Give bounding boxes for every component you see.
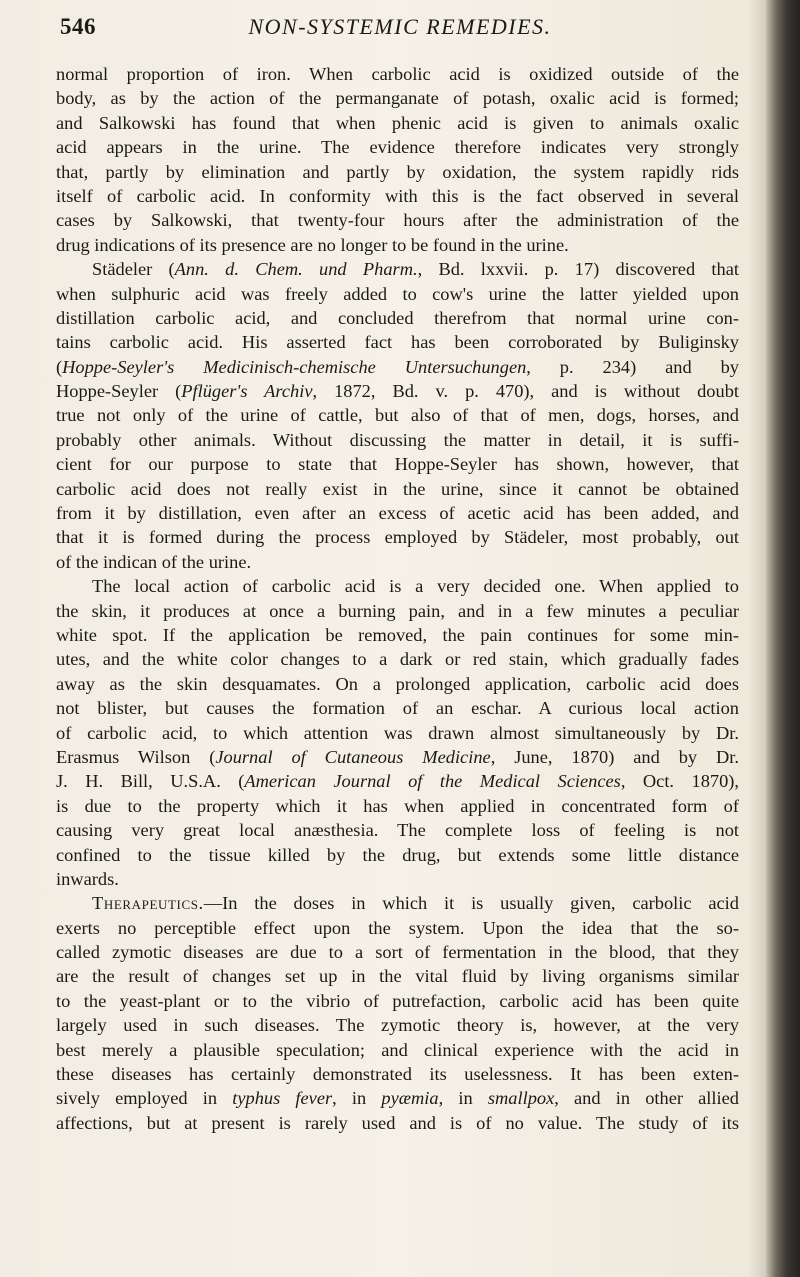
text-segment: , in — [438, 1088, 488, 1109]
italic-segment: smallpox — [487, 1088, 555, 1109]
text-line — [56, 745, 739, 769]
text-line: to the yeast-plant or to the vibrio of putrefaction, carbolic acid has been quite — [56, 990, 739, 1011]
text-line: from it by distillation, even after an excess of acetic acid has been added, and — [56, 503, 739, 524]
text-line: largely used in such diseases. The zymotic theory is, however, at the very — [56, 1015, 739, 1036]
text-segment: Hoppe-Seyler ( — [56, 381, 182, 402]
italic-segment: American Journal of the Medical Sciences — [244, 771, 621, 792]
text-line: called zymotic diseases are due to a sort of fermentation in the blood, that they — [56, 942, 739, 963]
italic-segment: typhus fever — [232, 1088, 333, 1109]
text-segment: , in — [332, 1088, 382, 1109]
text-line: exerts no perceptible effect upon the system. Upon the idea that the so- — [56, 917, 739, 938]
text-segment: , and in other allied — [554, 1088, 739, 1109]
text-line: affections, but at present is rarely used and is of no value. The study of its — [56, 1112, 739, 1133]
text-line: true not only of the urine of cattle, but also of that of men, dogs, horses, and — [56, 405, 739, 426]
italic-segment: Ann. d. Chem. und Pharm. — [174, 259, 418, 280]
text-line — [56, 891, 739, 915]
text-line: white spot. If the application be removed, the pain continues for some min- — [56, 624, 739, 645]
page-number: 546 — [60, 14, 96, 39]
text-line: The local action of carbolic acid is a very decided one. When applied to — [92, 576, 739, 597]
text-line: and Salkowski has found that when phenic acid is given to animals oxalic — [56, 112, 739, 133]
text-line: inwards. — [56, 868, 119, 889]
italic-segment: Hoppe-Seyler's Medicinisch-chemische Untersuchungen — [62, 356, 527, 377]
text-line: away as the skin desquamates. On a prolonged application, carbolic acid does — [56, 673, 739, 694]
running-head: NON-SYSTEMIC REMEDIES. — [248, 14, 552, 39]
text-line — [56, 257, 739, 281]
italic-segment: Pflüger's Archiv — [181, 381, 313, 402]
italic-segment: pyæmia — [381, 1088, 439, 1109]
body-text — [56, 62, 739, 1135]
text-line: body, as by the action of the permanganate of potash, oxalic acid is formed; — [56, 88, 739, 109]
text-line: these diseases has certainly demonstrated its uselessness. It has been exten- — [56, 1064, 739, 1085]
text-line: that it is formed during the process employed by Städeler, most probably, out — [56, 527, 739, 548]
text-segment: J. H. Bill, U.S.A. ( — [56, 771, 245, 792]
text-line: tains carbolic acid. His asserted fact has been corroborated by Buliginsky — [56, 332, 739, 353]
text-segment: Städeler ( — [92, 259, 175, 280]
text-line — [56, 769, 739, 793]
text-line: drug indications of its presence are no longer to be found in the urine. — [56, 234, 569, 255]
text-line: cases by Salkowski, that twenty-four hours after the administration of the — [56, 210, 739, 231]
italic-segment: Journal of Cutaneous Medicine — [215, 746, 491, 767]
binding-shadow — [748, 0, 766, 1277]
text-line — [56, 1086, 739, 1110]
text-line: normal proportion of iron. When carbolic acid is oxidized outside of the — [56, 64, 739, 84]
text-segment: , 1872, Bd. v. p. 470), and is without doubt — [312, 381, 739, 402]
text-line: that, partly by elimination and partly by oxidation, the system rapidly rids — [56, 161, 739, 182]
page-header — [60, 14, 740, 46]
text-line: best merely a plausible speculation; and clinical experience with the acid in — [56, 1039, 739, 1060]
text-line: of carbolic acid, to which attention was drawn almost simultaneously by Dr. — [56, 722, 739, 743]
text-line: the skin, it produces at once a burning pain, and in a few minutes a peculiar — [56, 600, 739, 621]
text-line: causing very great local anæsthesia. The complete loss of feeling is not — [56, 820, 739, 841]
text-segment: , p. 234) and by — [526, 356, 739, 377]
book-binding-edge — [766, 0, 800, 1277]
text-line: is due to the property which it has when applied in concentrated form of — [56, 795, 739, 816]
text-line: utes, and the white color changes to a dark or red stain, which gradually fades — [56, 649, 739, 670]
text-segment: , June, 1870) and by Dr. — [490, 746, 739, 767]
text-line: acid appears in the urine. The evidence therefore indicates very strongly — [56, 137, 739, 158]
text-line: carbolic acid does not really exist in the urine, since it cannot be obtained — [56, 478, 739, 499]
text-line: when sulphuric acid was freely added to cow's urine the latter yielded upon — [56, 283, 739, 304]
text-segment: ( — [56, 356, 63, 377]
text-segment: —In the doses in which it is usually given, carbolic acid — [203, 893, 739, 914]
text-line: distillation carbolic acid, and concluded therefrom that normal urine con- — [56, 307, 739, 328]
text-line: not blister, but causes the formation of an eschar. A curious local action — [56, 698, 739, 719]
text-line: probably other animals. Without discussing the matter in detail, it is suffi- — [56, 429, 739, 450]
text-line: of the indican of the urine. — [56, 551, 252, 572]
text-line: itself of carbolic acid. In conformity with this is the fact observed in several — [56, 185, 739, 206]
text-line: confined to the tissue killed by the drug, but extends some little distance — [56, 844, 739, 865]
text-segment: , Oct. 1870), — [620, 771, 740, 792]
text-segment: sively employed in — [56, 1088, 233, 1109]
text-line — [56, 355, 739, 379]
text-line — [56, 379, 739, 403]
section-heading: Therapeutics. — [92, 893, 204, 914]
text-line: are the result of changes set up in the vital fluid by living organisms similar — [56, 966, 739, 987]
text-segment: Erasmus Wilson ( — [56, 746, 216, 767]
text-line: cient for our purpose to state that Hoppe-Seyler has shown, however, that — [56, 454, 739, 475]
text-segment: , Bd. lxxvii. p. 17) discovered that — [417, 259, 739, 280]
